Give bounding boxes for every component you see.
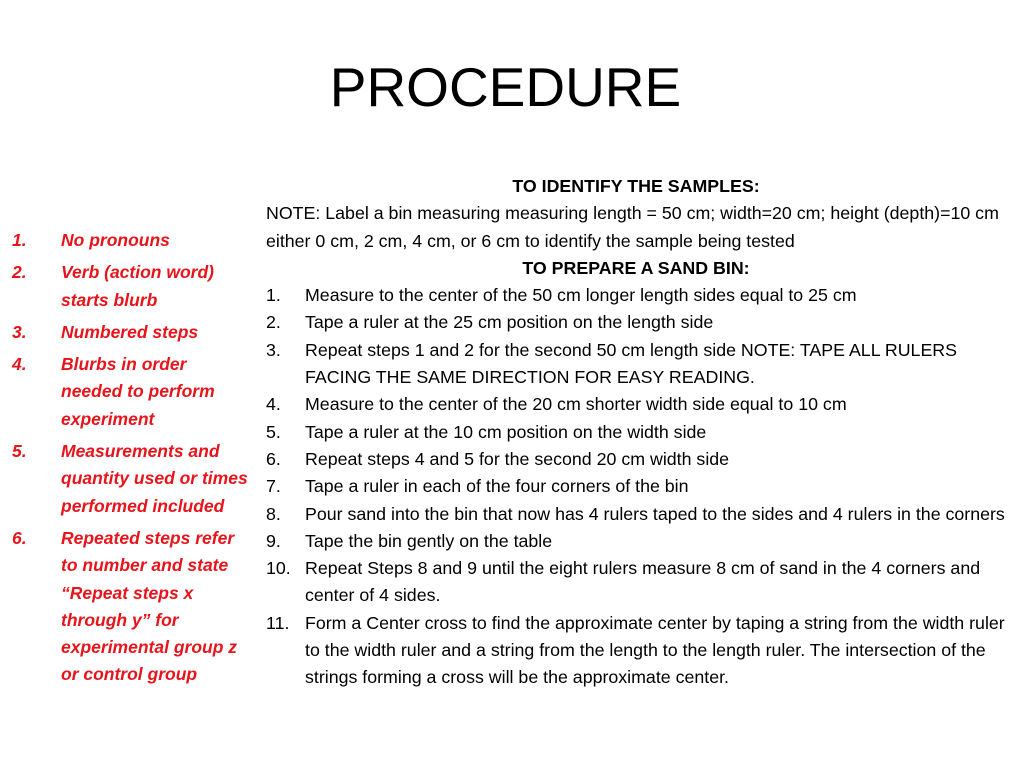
step-item xyxy=(266,528,1006,555)
rule-item xyxy=(12,525,252,689)
step-text: Pour sand into the bin that now has 4 rulers taped to the sides and 4 rulers in the corners xyxy=(305,503,1005,524)
step-text: Repeat steps 1 and 2 for the second 50 cm length side NOTE: TAPE ALL RULERS FACING THE SAME DIRECTION FOR EASY READING. xyxy=(305,339,958,388)
identify-heading: TO IDENTIFY THE SAMPLES: xyxy=(512,176,760,196)
rule-item xyxy=(12,319,252,346)
step-number: 6. xyxy=(266,448,281,469)
rule-item xyxy=(12,259,252,314)
rule-text: Verb (action word) starts blurb xyxy=(61,262,214,310)
step-item xyxy=(266,473,1006,500)
step-item xyxy=(266,555,1006,610)
rule-item xyxy=(12,438,252,520)
rule-number: 2. xyxy=(12,262,27,283)
prepare-steps-list xyxy=(266,282,1006,691)
step-item xyxy=(266,309,1006,336)
rule-item xyxy=(12,351,252,433)
step-text: Repeat Steps 8 and 9 until the eight rulers measure 8 cm of sand in the 4 corners and center of 4 sides. xyxy=(305,558,981,606)
step-number: 7. xyxy=(266,476,281,497)
rule-number: 3. xyxy=(12,321,27,342)
rule-number: 1. xyxy=(12,230,27,250)
step-item xyxy=(266,419,1006,446)
rule-text: No pronouns xyxy=(61,230,170,250)
rule-number: 5. xyxy=(12,441,27,462)
step-text: Measure to the center of the 20 cm shorter width side equal to 10 cm xyxy=(305,394,847,415)
step-item xyxy=(266,446,1006,473)
step-item xyxy=(266,610,1006,692)
step-text: Tape a ruler at the 25 cm position on the length side xyxy=(305,312,714,333)
rule-number: 4. xyxy=(12,354,27,375)
step-number: 8. xyxy=(266,503,281,524)
step-item xyxy=(266,337,1006,392)
rule-item xyxy=(12,227,252,254)
rule-text: Measurements and quantity used or times performed included xyxy=(61,441,248,516)
rule-text: Repeated steps refer to number and state “Repeat steps x through y” for experimental group z or control group xyxy=(61,527,238,685)
writing-rules-list xyxy=(12,227,252,694)
step-item xyxy=(266,282,1006,309)
step-text: Tape a ruler at the 10 cm position on the width side xyxy=(305,421,707,442)
step-text: Measure to the center of the 50 cm longer length sides equal to 25 cm xyxy=(305,285,857,306)
procedure-body xyxy=(266,173,1006,692)
step-number: 9. xyxy=(266,530,281,551)
step-text: Tape the bin gently on the table xyxy=(305,530,553,551)
slide-title: PROCEDURE xyxy=(329,56,682,118)
step-text: Tape a ruler in each of the four corners of the bin xyxy=(305,476,689,497)
identify-note: NOTE: Label a bin measuring measuring length = 50 cm; width=20 cm; height (depth)=10 cm either 0 cm, 2 cm, 4 cm, or 6 cm to identify the sample being tested xyxy=(266,203,999,251)
rule-text: Numbered steps xyxy=(61,321,199,342)
rule-text: Blurbs in order needed to perform experiment xyxy=(61,354,215,429)
step-number: 1. xyxy=(266,285,281,306)
step-text: Repeat steps 4 and 5 for the second 20 cm width side xyxy=(305,448,730,469)
step-number: 11. xyxy=(266,612,290,633)
rule-number: 6. xyxy=(12,527,27,548)
step-text: Form a Center cross to find the approximate center by taping a string from the width ruler to the width ruler and a string from the length to the length ruler. The intersection of the strings forming a cross will be the approximate center. xyxy=(305,612,1005,688)
step-number: 2. xyxy=(266,312,281,333)
prepare-heading: TO PREPARE A SAND BIN: xyxy=(522,257,750,278)
step-number: 5. xyxy=(266,421,281,442)
step-item xyxy=(266,501,1006,528)
step-number: 3. xyxy=(266,339,281,360)
step-item xyxy=(266,391,1006,418)
step-number: 10. xyxy=(266,558,291,579)
step-number: 4. xyxy=(266,394,281,415)
